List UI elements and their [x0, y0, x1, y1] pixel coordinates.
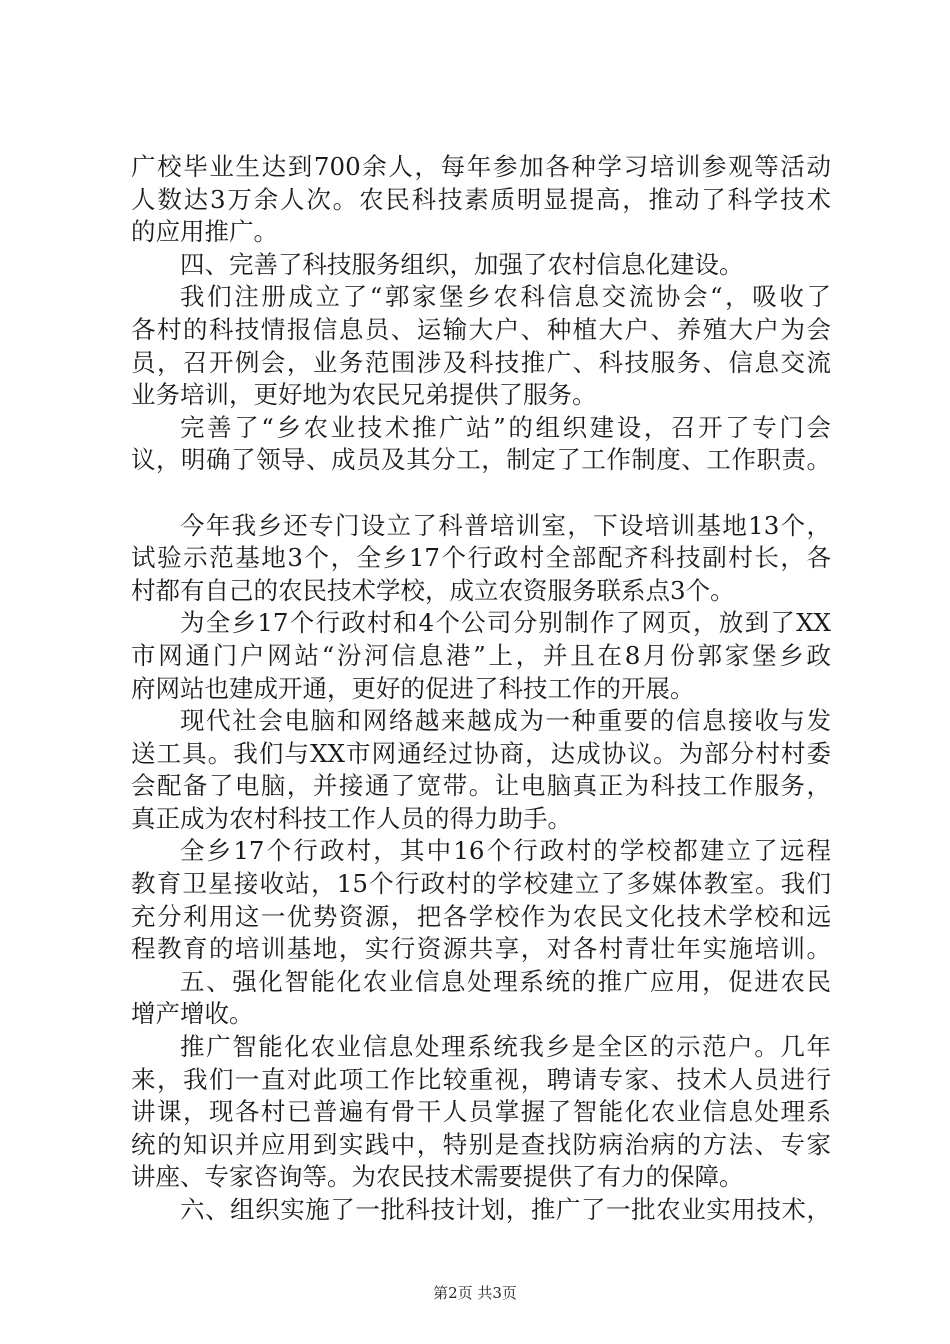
text-line: 讲课，现各村已普遍有骨干人员掌握了智能化农业信息处理系 [131, 1097, 831, 1127]
text-line: 统的知识并应用到实践中，特别是查找防病治病的方法、专家 [131, 1129, 831, 1159]
text-line: 市网通门户网站“汾河信息港”上，并且在8月份郭家堡乡政 [131, 640, 831, 670]
paragraph-gap [131, 477, 831, 510]
text-line: 送工具。我们与XX市网通经过协商，达成协议。为部分村村委 [131, 738, 831, 768]
document-body [131, 151, 831, 1227]
text-line: 业务培训，更好地为农民兄弟提供了服务。 [131, 380, 597, 410]
text-line: 程教育的培训基地，实行资源共享，对各村青壮年实施培训。 [131, 934, 831, 964]
text-line: 我们注册成立了“郭家堡乡农科信息交流协会“，吸收了 [180, 282, 831, 312]
text-line: 人数达3万余人次。农民科技素质明显提高，推动了科学技术 [131, 184, 831, 214]
text-line: 真正成为农村科技工作人员的得力助手。 [131, 803, 572, 833]
text-line: 全乡17个行政村，其中16个行政村的学校都建立了远程 [180, 836, 831, 866]
text-line: 村都有自己的农民技术学校，成立农资服务联系点3个。 [131, 575, 735, 605]
page-footer [0, 1282, 950, 1303]
text-line: 会配备了电脑，并接通了宽带。让电脑真正为科技工作服务， [131, 771, 831, 801]
text-line: 完善了“乡农业技术推广站”的组织建设，召开了专门会 [180, 412, 831, 442]
text-line: 议，明确了领导、成员及其分工，制定了工作制度、工作职责。 [131, 445, 831, 475]
text-line: 为全乡17个行政村和4个公司分别制作了网页，放到了XX [180, 608, 831, 638]
text-line: 充分利用这一优势资源，把各学校作为农民文化技术学校和远 [131, 901, 831, 931]
text-line: 的应用推广。 [131, 217, 278, 247]
text-line: 来，我们一直对此项工作比较重视，聘请专家、技术人员进行 [131, 1064, 831, 1094]
text-line: 讲座、专家咨询等。为农民技术需要提供了有力的保障。 [131, 1162, 744, 1192]
text-line: 今年我乡还专门设立了科普培训室，下设培训基地13个， [180, 510, 831, 540]
text-line: 员，召开例会，业务范围涉及科技推广、科技服务、信息交流 [131, 347, 831, 377]
text-line: 试验示范基地3个，全乡17个行政村全部配齐科技副村长，各 [131, 543, 831, 573]
section-heading: 五、强化智能化农业信息处理系统的推广应用，促进农民 [180, 966, 831, 996]
page-number: 第2页 共3页 [433, 1284, 517, 1302]
text-line: 府网站也建成开通，更好的促进了科技工作的开展。 [131, 673, 695, 703]
section-heading: 六、组织实施了一批科技计划，推广了一批农业实用技术， [180, 1195, 831, 1224]
section-heading: 增产增收。 [131, 999, 254, 1029]
text-line: 现代社会电脑和网络越来越成为一种重要的信息接收与发 [180, 706, 831, 736]
text-line: 广校毕业生达到700余人，每年参加各种学习培训参观等活动 [131, 152, 831, 181]
text-line: 各村的科技情报信息员、运输大户、种植大户、养殖大户为会 [131, 314, 831, 344]
text-line: 教育卫星接收站，15个行政村的学校建立了多媒体教室。我们 [131, 869, 831, 899]
section-heading: 四、完善了科技服务组织，加强了农村信息化建设。 [180, 249, 744, 279]
text-line: 推广智能化农业信息处理系统我乡是全区的示范户。几年 [180, 1032, 831, 1062]
